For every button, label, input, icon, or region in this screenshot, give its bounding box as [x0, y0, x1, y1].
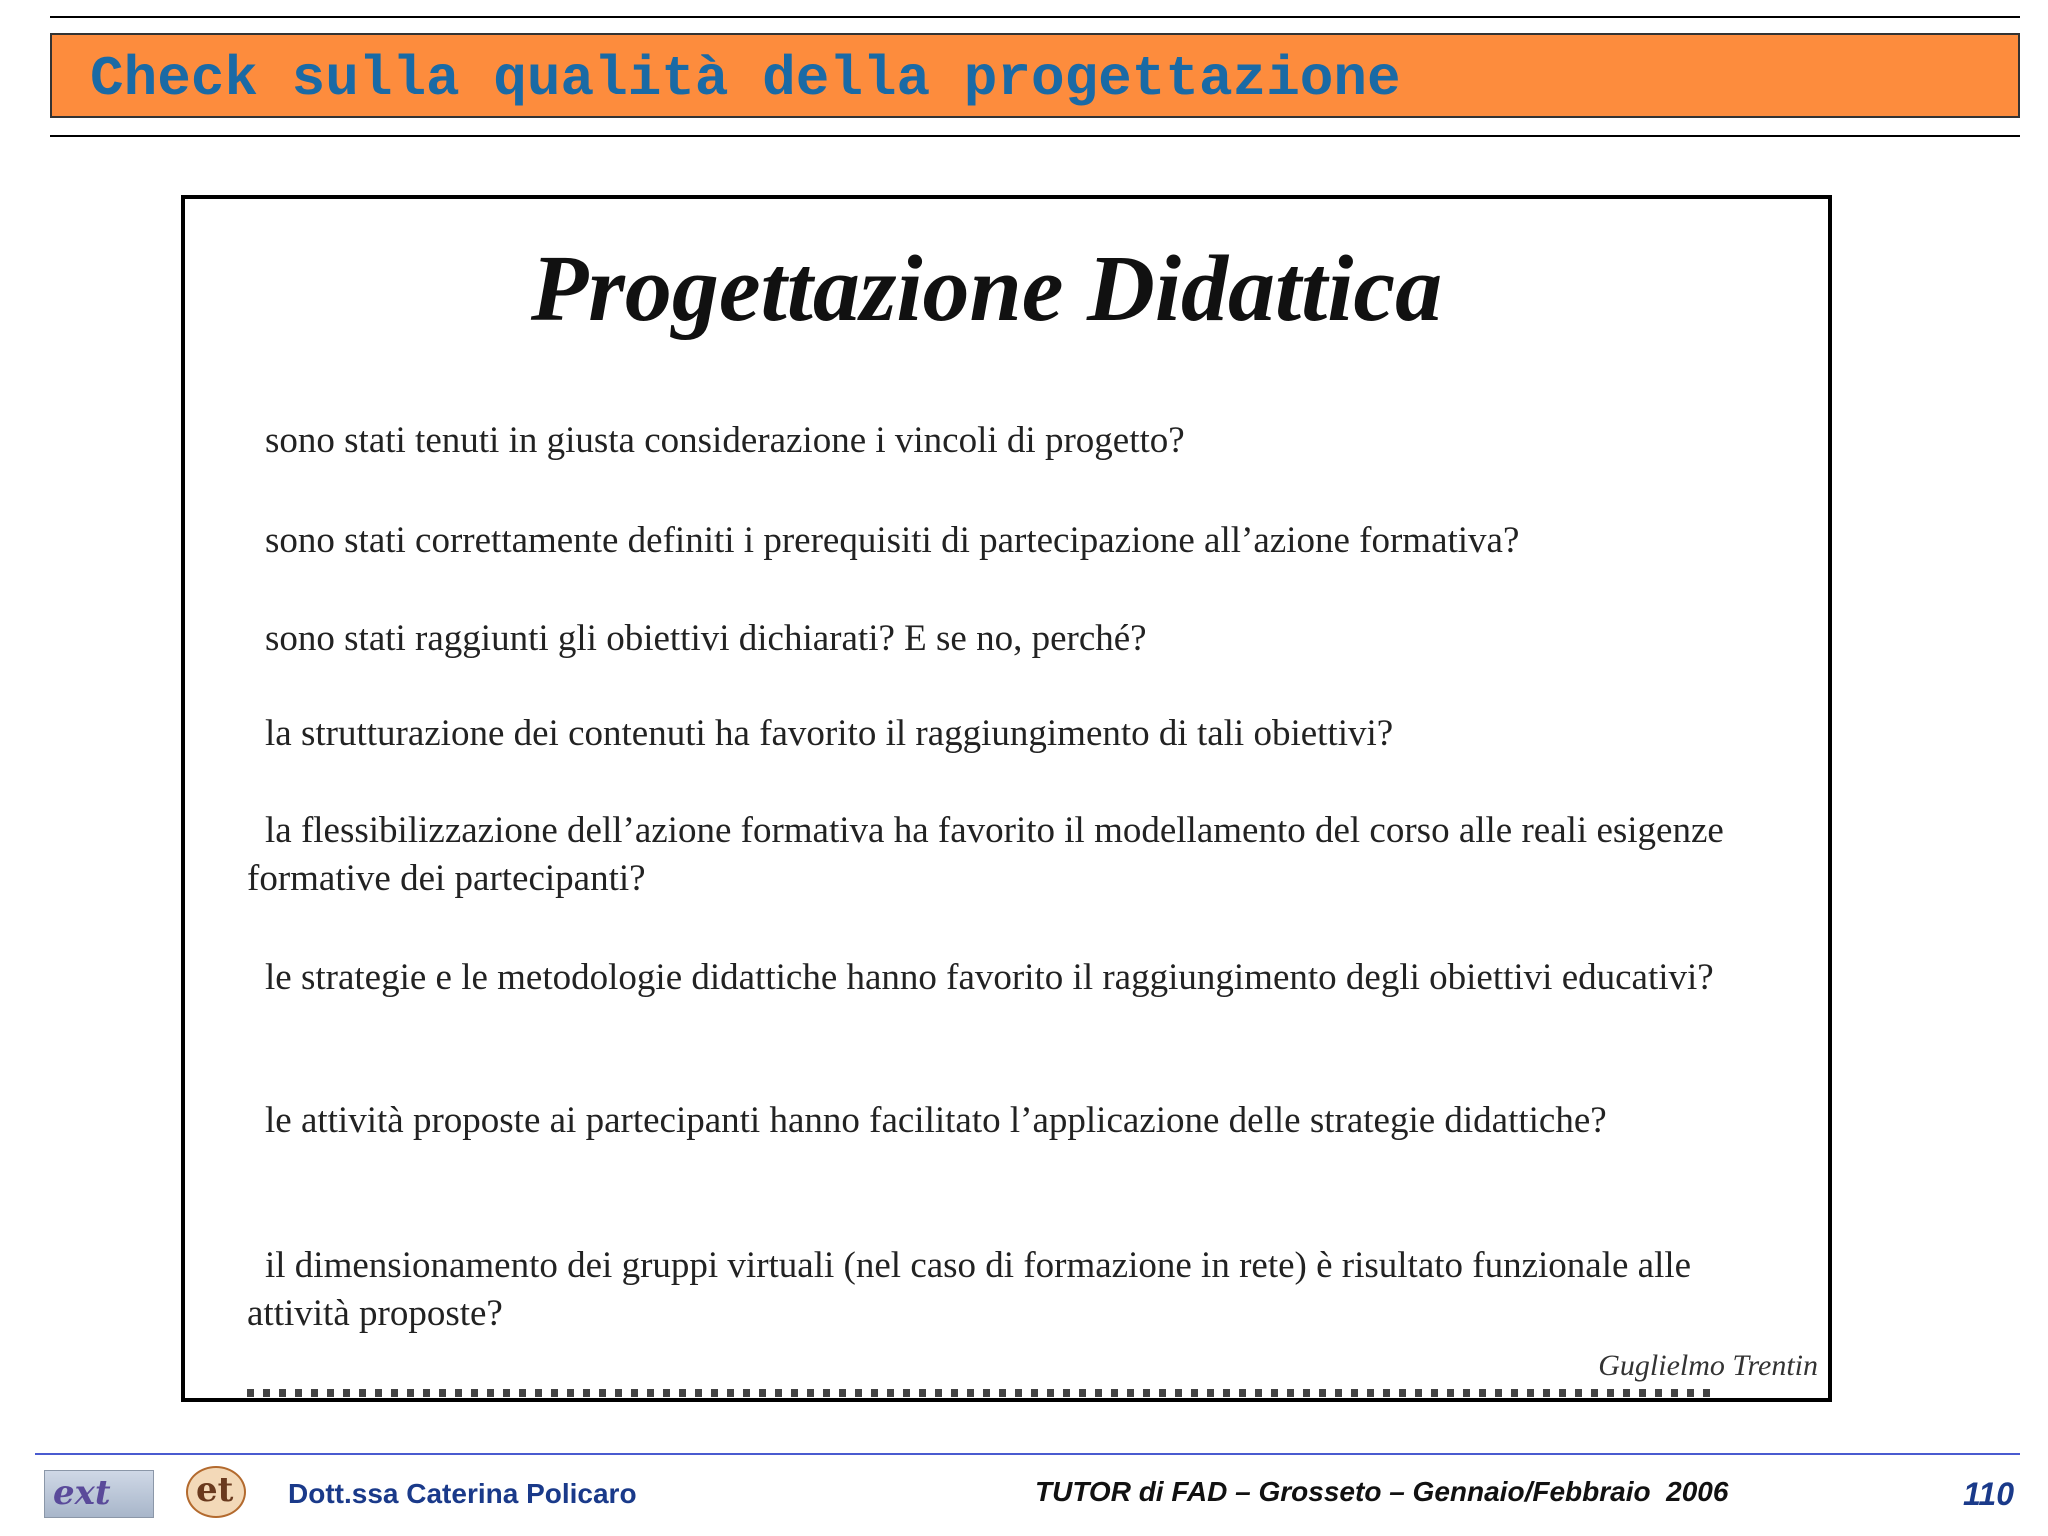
footer-rule [35, 1453, 2020, 1455]
question-3: sono stati raggiunti gli obiettivi dichiarati? E se no, perché? [265, 618, 1147, 659]
ext-logo [44, 1470, 154, 1518]
footer-course: TUTOR di FAD – Grosseto – Gennaio/Febbraio 2006 [1035, 1476, 1729, 1507]
question-2: sono stati correttamente definiti i prerequisiti di partecipazione all’azione formativa? [265, 520, 1520, 561]
et-logo [186, 1466, 246, 1518]
slide-author: Guglielmo Trentin [1598, 1349, 1818, 1382]
page-title: Check sulla qualità della progettazione [90, 47, 1401, 111]
top-rule [50, 16, 2020, 18]
title-bottom-rule [50, 135, 2020, 137]
question-6: le strategie e le metodologie didattiche hanno favorito il raggiungimento degli obiettivi educativi? [265, 957, 1714, 998]
slide-title: Progettazione Didattica [530, 237, 1443, 341]
title-bar [50, 33, 2020, 118]
question-7: le attività proposte ai partecipanti hanno facilitato l’applicazione delle strategie didattiche? [265, 1100, 1607, 1141]
footer-author: Dott.ssa Caterina Policaro [288, 1478, 637, 1509]
question-8: il dimensionamento dei gruppi virtuali (nel caso di formazione in rete) è risultato funzionale alle attività proposte? [247, 1245, 1701, 1334]
question-1: sono stati tenuti in giusta considerazione i vincoli di progetto? [265, 420, 1185, 461]
et-logo-text: et [196, 1470, 234, 1510]
ext-logo-text: ext [53, 1473, 111, 1513]
question-4: la strutturazione dei contenuti ha favorito il raggiungimento di tali obiettivi? [265, 713, 1394, 754]
cut-off-text-line [247, 1389, 1717, 1397]
embedded-slide [181, 195, 1832, 1402]
question-5: la flessibilizzazione dell’azione formativa ha favorito il modellamento del corso alle reali esigenze formative dei partecipanti? [247, 810, 1734, 899]
page-number: 110 [1962, 1476, 2014, 1512]
